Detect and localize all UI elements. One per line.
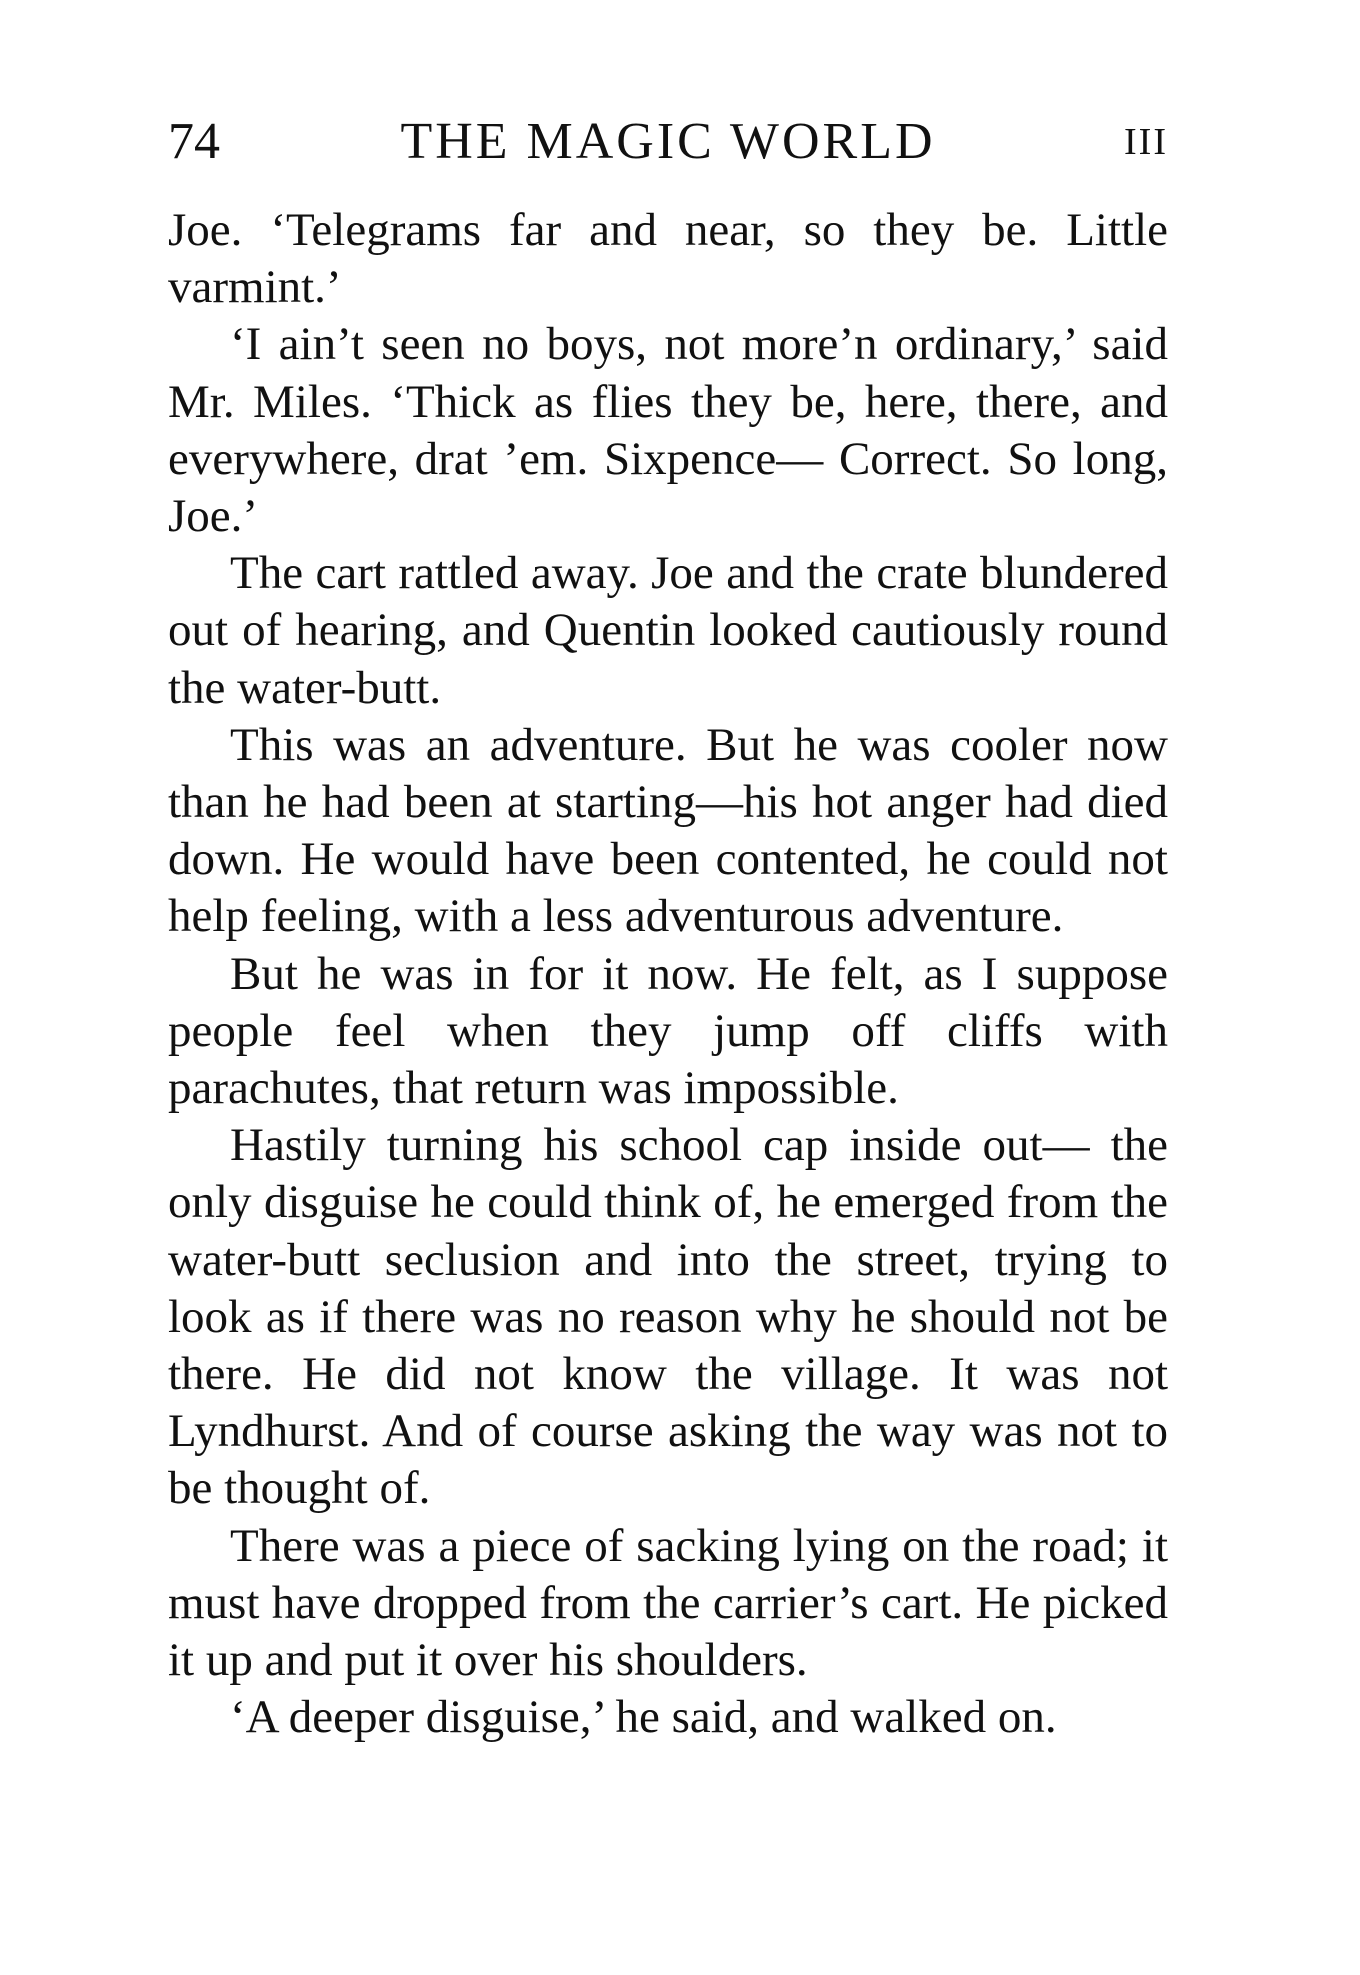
paragraph-3: The cart rattled away. Joe and the crate blundered out of hearing, and Quentin looked cautiously round the water-butt. (168, 547, 1168, 714)
paragraph-8: ‘A deeper disguise,’ he said, and walked on. (230, 1691, 1057, 1744)
body-text (168, 202, 1168, 1746)
page-number: 74 (168, 113, 220, 170)
paragraph-1: Joe. ‘Telegrams far and near, so they be. Little varmint.’ (168, 204, 1168, 314)
running-head (168, 112, 1168, 172)
paragraph-5: But he was in for it now. He felt, as I suppose people feel when they jump off cliffs with parachutes, that return was impossible. (168, 947, 1168, 1115)
paragraph-4: This was an adventure. But he was cooler now than he had been at starting—his hot anger had died down. He would have been contented, he could not help feeling, with a less adventurous adventure. (168, 718, 1168, 943)
paragraph-7: There was a piece of sacking lying on the road; it must have dropped from the carrier’s cart. He picked it up and put it over his shoulders. (168, 1519, 1168, 1687)
book-title: THE MAGIC WORLD (400, 113, 936, 170)
paragraph-2: ‘I ain’t seen no boys, not more’n ordinary,’ said Mr. Miles. ‘Thick as flies they be, here, there, and everywhere, drat ’em. Sixpence— Correct. So long, Joe.’ (168, 318, 1168, 543)
chapter-numeral: III (1124, 121, 1168, 163)
paragraph-6: Hastily turning his school cap inside out— the only disguise he could think of, he emerged from the water-butt seclusion and into the street, trying to look as if there was no reason why he should not be there. He did not know the village. It was not Lyndhurst. And of course asking the way was not to be thought of. (168, 1119, 1168, 1515)
